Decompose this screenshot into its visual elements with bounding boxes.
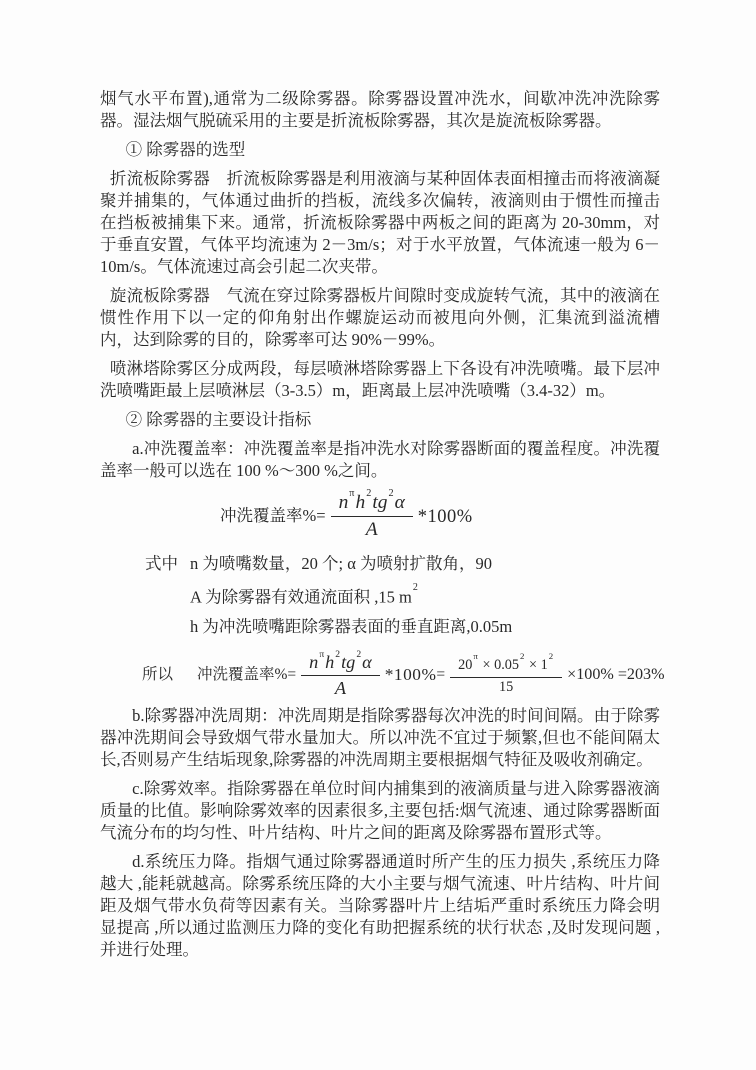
fraction-symbolic xyxy=(331,487,413,541)
math-num-005: 0.05 xyxy=(494,657,519,674)
math-sup-2: 2 xyxy=(366,487,372,499)
formula-coverage-calculation xyxy=(142,648,665,699)
math-sup-2: 2 xyxy=(520,650,525,661)
math-num-20: 20 xyxy=(458,657,473,674)
math-sup-m2: 2 xyxy=(412,582,418,594)
fraction-numerator xyxy=(331,487,413,517)
math-sup-pi: π xyxy=(319,648,325,660)
formula-times-100: *100% xyxy=(384,665,437,685)
multiply-sign: × xyxy=(482,657,491,674)
math-sup-2: 2 xyxy=(356,648,362,660)
formula-times-100: *100% xyxy=(417,506,473,527)
math-var-n: n xyxy=(309,652,319,673)
math-sup-pi: π xyxy=(473,650,478,661)
math-var-tg: tg xyxy=(372,492,388,513)
multiply-sign: × xyxy=(528,657,538,674)
definition-area-text: A 为除雾器有效通流面积 ,15 m xyxy=(190,587,412,607)
fraction-symbolic xyxy=(301,648,380,699)
math-var-n: n xyxy=(338,492,349,513)
paragraph-flush-cycle: b.除雾器冲洗周期：冲洗周期是指除雾器每次冲洗的时间间隔。由于除雾器冲洗期间会导致烟气带水量加大。所以冲洗不宜过于频繁,但也不能间隔太长,否则易产生结垢现象,除雾器的冲洗周期主要根据烟气特征及吸收剂确定。 xyxy=(100,706,660,770)
where-row-A xyxy=(100,579,660,613)
fraction-numerator xyxy=(301,648,380,676)
therefore-label: 所以 xyxy=(142,666,174,684)
paragraph-spray-tower-demist-zone: 喷淋塔除雾区分成两段，每层喷淋塔除雾器上下各设有冲洗喷嘴。最下层冲洗喷嘴距最上层喷淋层（3-3.5）m，距离最上层冲洗喷嘴（3.4-32）m。 xyxy=(100,359,660,400)
fraction-numerator xyxy=(450,650,562,677)
where-label-spacer xyxy=(100,579,190,613)
definition-area xyxy=(190,579,419,613)
paragraph-demist-efficiency: c.除雾效率。指除雾器在单位时间内捕集到的液滴质量与进入除雾器液滴质量的比值。影响除雾效率的因素很多,主要包括:烟气流速、通过除雾器断面气流分布的均匀性、叶片结构、叶片之间的距离及除雾器布置形式等。 xyxy=(100,779,660,843)
definition-n-alpha: n 为喷嘴数量，20 个; α 为喷射扩散角，90 xyxy=(190,553,492,573)
math-num-1: 1 xyxy=(540,657,548,674)
math-sup-2: 2 xyxy=(388,487,394,499)
formula-lhs-label: 冲洗覆盖率%= xyxy=(197,666,297,684)
math-sup-2: 2 xyxy=(335,648,341,660)
math-var-h: h xyxy=(325,652,335,673)
definition-height: h 为冲洗喷嘴距除雾器表面的垂直距离,0.05m xyxy=(190,617,513,637)
math-sup-pi: π xyxy=(349,487,355,499)
formula-lhs-label: 冲洗覆盖率%= xyxy=(220,506,326,526)
where-row-n xyxy=(100,549,660,579)
math-sup-2: 2 xyxy=(548,650,554,661)
fraction-denominator: 15 xyxy=(499,678,514,695)
where-label: 式中 xyxy=(145,553,178,573)
math-var-tg: tg xyxy=(341,652,356,673)
paragraph-intro-continuation: 烟气水平布置),通常为二级除雾器。除雾器设置冲洗水，间歇冲洗冲洗除雾器。湿法烟气脱硫采用的主要是折流板除雾器，其次是旋流板除雾器。 xyxy=(100,89,660,130)
fraction-numeric xyxy=(450,650,562,695)
formula-result: ×100% =203% xyxy=(567,666,665,684)
paragraph-system-pressure-drop: d.系统压力降。指烟气通过除雾器通道时所产生的压力损失 ,系统压力降越大 ,能耗就越高。除雾系统压降的大小主要与烟气流速、叶片结构、叶片间距及烟气带水负荷等因素有关。当除雾器叶片上结垢严重时系统压力降会明显提高 ,所以通过监测压力降的变化有助把握系统的状行状态 ,及时发现问题 ,并进行处理。 xyxy=(100,852,660,960)
paragraph-flush-coverage-rate: a.冲洗覆盖率：冲洗覆盖率是指冲洗水对除雾器断面的覆盖程度。冲洗覆盖率一般可以选在 100 %～300 %之间。 xyxy=(100,439,660,480)
fraction-denominator: A xyxy=(334,678,347,699)
math-var-alpha: α xyxy=(394,492,405,513)
where-label-spacer xyxy=(100,612,190,642)
math-var-alpha: α xyxy=(362,652,372,673)
math-var-h: h xyxy=(355,492,366,513)
fraction-denominator: A xyxy=(365,519,378,541)
where-row-h xyxy=(100,612,660,642)
document-content xyxy=(100,88,665,961)
equals-sign: = xyxy=(436,666,446,684)
variable-definitions-block xyxy=(100,549,660,643)
section-heading-demister-selection: ① 除雾器的选型 xyxy=(125,140,246,159)
formula-coverage-definition xyxy=(220,487,660,541)
paragraph-baffle-demister: 折流板除雾器 折流板除雾器是利用液滴与某种固体表面相撞击而将液滴凝聚并捕集的，气体通过曲折的挡板，流线多次偏转，液滴则由于惯性而撞击在挡板被捕集下来。通常，折流板除雾器中两板之间的距离为 20-30mm，对于垂直安置，气体平均流速为 2－3m/s；对于水平放置，气体流速一般为 6－10m/s。气体流速过高会引起二次夹带。 xyxy=(100,169,660,276)
paragraph-swirl-plate-demister: 旋流板除雾器 气流在穿过除雾器板片间隙时变成旋转气流，其中的液滴在惯性作用下以一定的仰角射出作螺旋运动而被甩向外侧，汇集流到溢流槽内，达到除雾的目的，除雾率可达 90%－99%。 xyxy=(100,286,660,349)
section-heading-design-indicators: ② 除雾器的主要设计指标 xyxy=(125,410,312,429)
